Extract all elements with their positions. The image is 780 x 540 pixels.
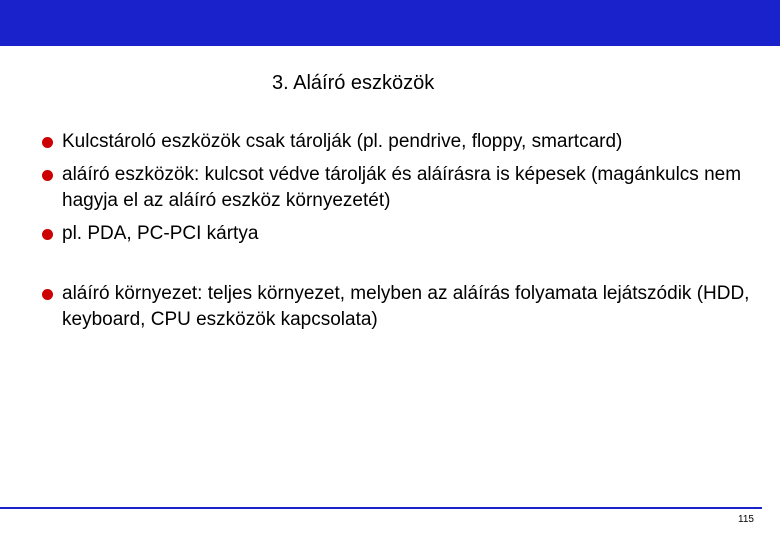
bullet-text: Kulcstároló eszközök csak tárolják (pl. pendrive, floppy, smartcard): [62, 131, 623, 152]
slide-title: 3. Aláíró eszközök: [272, 72, 435, 94]
bullet-item: [42, 162, 762, 214]
bullet-list: [42, 129, 762, 340]
bullet-text: pl. PDA, PC-PCI kártya: [62, 223, 259, 244]
page-number: 115: [738, 514, 754, 525]
footer-line: [0, 507, 762, 509]
bullet-dot-icon: [42, 289, 53, 300]
bullet-text: aláíró eszközök: kulcsot védve tárolják és aláírásra is képesek (magánkulcs nem hagyja el az aláíró eszköz környezetét): [62, 164, 742, 211]
bullet-dot-icon: [42, 137, 53, 148]
bullet-text: aláíró környezet: teljes környezet, melyben az aláírás folyamata lejátszódik (HDD, keyboard, CPU eszközök kapcsolata): [62, 283, 750, 330]
header-bar: [0, 0, 780, 46]
bullet-dot-icon: [42, 229, 53, 240]
bullet-item: [42, 221, 762, 247]
bullet-item: [42, 129, 762, 155]
bullet-item: [42, 281, 762, 333]
bullet-dot-icon: [42, 170, 53, 181]
